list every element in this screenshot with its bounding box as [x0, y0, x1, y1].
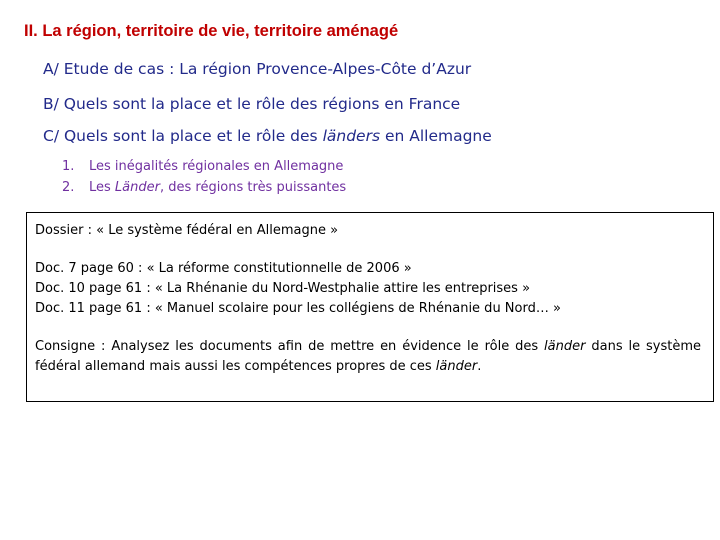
section-b: B/ Quels sont la place et le rôle des régions en France: [43, 95, 461, 113]
dossier-box: [26, 212, 714, 402]
page-title: II. La région, territoire de vie, territoire aménagé: [24, 22, 399, 40]
list-item-number: 2.: [62, 180, 75, 195]
list-item: [62, 156, 346, 177]
consigne-part: Consigne : Analysez les documents afin de mettre en évidence le rôle des: [35, 339, 545, 354]
list-item: [62, 177, 346, 198]
section-c-prefix: C/ Quels sont la place et le rôle des: [43, 127, 323, 145]
list-item-number: 1.: [62, 159, 75, 174]
consigne-italic: länder: [544, 339, 586, 354]
dossier-title: Dossier : « Le système fédéral en Allemagne »: [35, 223, 339, 238]
consigne-italic: länder: [435, 359, 478, 374]
section-c-suffix: en Allemagne: [380, 127, 492, 145]
section-a: A/ Etude de cas : La région Provence-Alpes-Côte d’Azur: [43, 60, 472, 78]
list-item-prefix: Les: [89, 180, 115, 195]
subsection-list: [62, 156, 346, 198]
list-item-italic: Länder: [114, 180, 160, 195]
dossier-doc: Doc. 7 page 60 : « La réforme constitutionnelle de 2006 »: [35, 261, 412, 276]
consigne-text: [35, 337, 705, 377]
list-item-suffix: , des régions très puissantes: [159, 180, 347, 195]
list-item-text: Les inégalités régionales en Allemagne: [89, 159, 344, 174]
section-c-italic: länders: [322, 127, 381, 145]
consigne-part: .: [477, 359, 482, 374]
dossier-doc: Doc. 11 page 61 : « Manuel scolaire pour les collégiens de Rhénanie du Nord… »: [35, 301, 561, 316]
section-c: [43, 127, 492, 145]
consigne-part: dans le système fédéral allemand mais aussi les compétences propres de ces: [35, 339, 702, 374]
dossier-doc: Doc. 10 page 61 : « La Rhénanie du Nord-Westphalie attire les entreprises »: [35, 281, 531, 296]
